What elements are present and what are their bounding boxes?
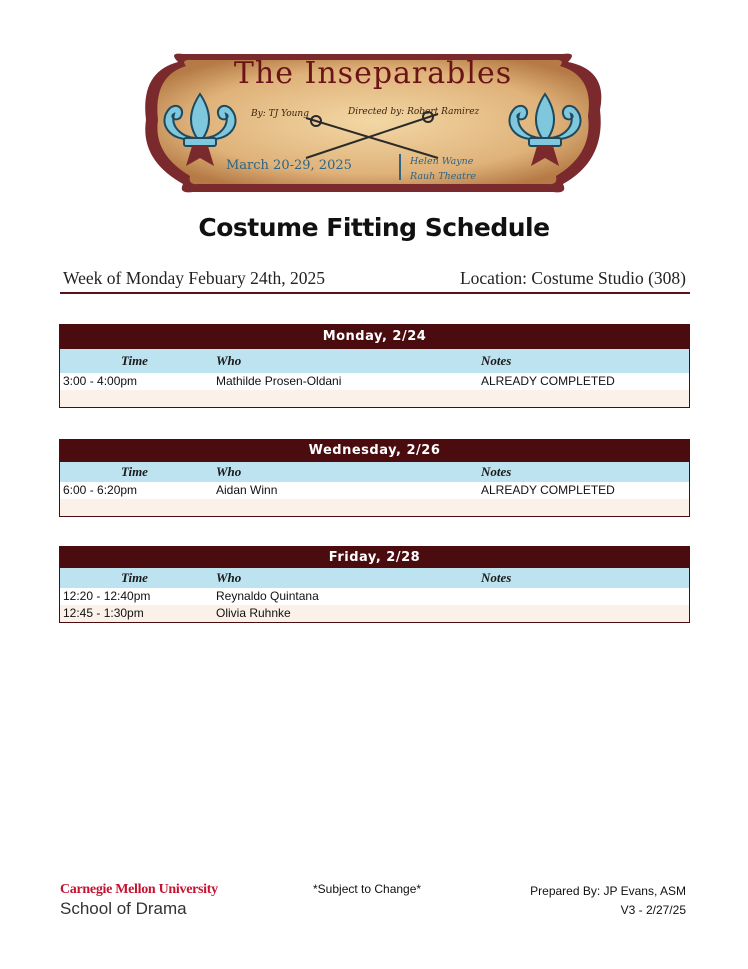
subject-to-change-note: *Subject to Change* (313, 882, 422, 896)
column-time: Time (121, 570, 148, 585)
cell-time: 3:00 - 4:00pm (63, 374, 138, 388)
school-name: School of Drama (60, 899, 187, 918)
table-row (60, 588, 689, 605)
cell-notes: ALREADY COMPLETED (481, 483, 615, 497)
cell-time: 6:00 - 6:20pm (63, 483, 138, 497)
day-table-wednesday (59, 439, 690, 517)
show-title: The Inseparables (233, 56, 513, 91)
cell-who: Reynaldo Quintana (216, 589, 319, 603)
day-header: Monday, 2/24 (60, 325, 689, 349)
venue-line-2: Rauh Theatre (410, 171, 477, 182)
prepared-by-block (530, 882, 686, 920)
cell-time: 12:45 - 1:30pm (63, 606, 144, 620)
column-who: Who (216, 464, 242, 479)
cell-who: Aidan Winn (216, 483, 278, 497)
column-time: Time (121, 353, 148, 368)
column-who: Who (216, 570, 242, 585)
table-row (60, 605, 689, 622)
playwright-credit: By: TJ Young (251, 109, 309, 119)
day-table-monday (59, 324, 690, 408)
prepared-by: Prepared By: JP Evans, ASM (530, 884, 686, 898)
week-label: Week of Monday Febuary 24th, 2025 (63, 268, 326, 288)
document-title: Costume Fitting Schedule (198, 213, 550, 242)
column-who: Who (216, 353, 242, 368)
venue-line-1: Helen Wayne (410, 156, 474, 167)
version-label: V3 - 2/27/25 (620, 903, 686, 917)
show-dates: March 20-29, 2025 (226, 158, 352, 173)
column-header-row (60, 349, 689, 373)
show-banner (138, 50, 608, 196)
day-header: Wednesday, 2/26 (60, 440, 689, 462)
venue (410, 154, 476, 184)
cell-notes: ALREADY COMPLETED (481, 374, 615, 388)
cell-who: Mathilde Prosen-Oldani (216, 374, 342, 388)
table-row (60, 390, 689, 407)
week-location-bar (60, 267, 690, 294)
column-notes: Notes (481, 570, 512, 585)
column-notes: Notes (481, 353, 512, 368)
table-row (60, 373, 689, 390)
column-time: Time (121, 464, 148, 479)
director-credit: Directed by: Robert Ramirez (348, 107, 480, 117)
cell-who: Olivia Ruhnke (216, 606, 291, 620)
day-header: Friday, 2/28 (60, 547, 689, 568)
column-notes: Notes (481, 464, 512, 479)
table-row (60, 482, 689, 499)
column-header-row (60, 462, 689, 482)
location-label: Location: Costume Studio (308) (459, 268, 686, 288)
university-name: Carnegie Mellon University (60, 882, 218, 897)
table-row (60, 499, 689, 516)
cell-time: 12:20 - 12:40pm (63, 589, 151, 603)
day-table-friday (59, 546, 690, 623)
column-header-row (60, 568, 689, 588)
cmu-drama-logo (60, 882, 218, 919)
